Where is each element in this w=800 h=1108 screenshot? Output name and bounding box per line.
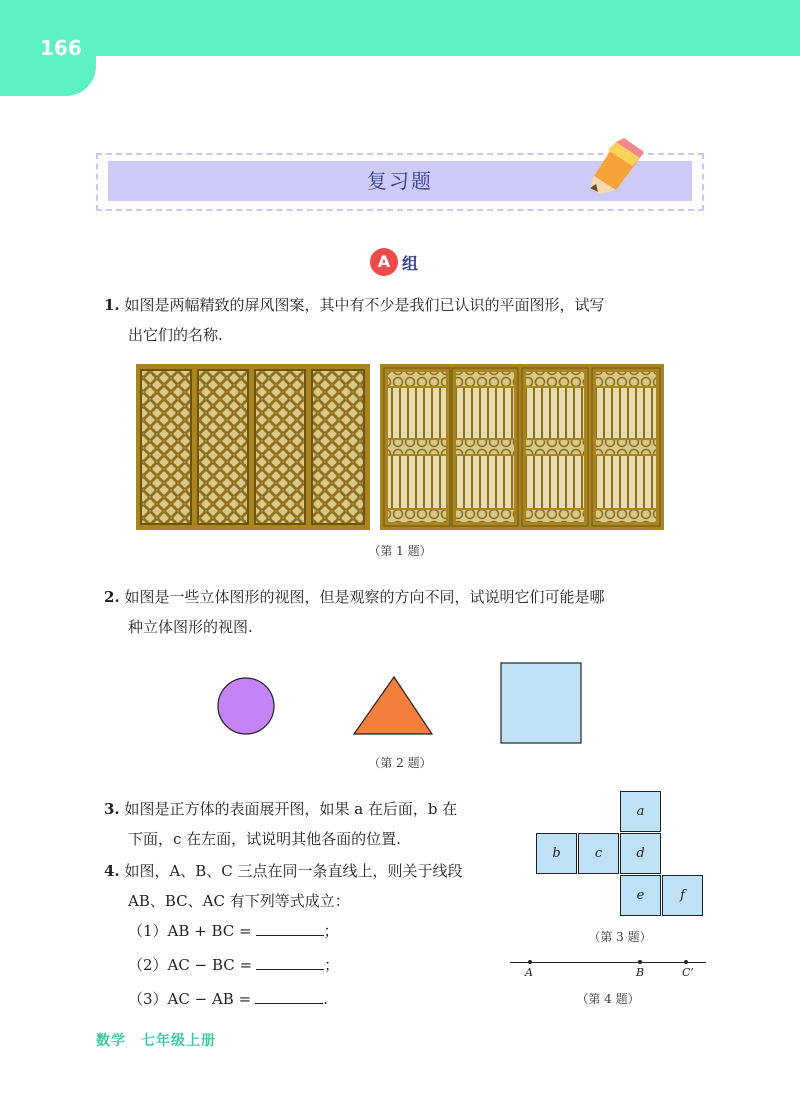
question-text-line: 如图是正方体的表面展开图，如果 a 在后面，b 在 <box>124 800 458 818</box>
answer-blank[interactable] <box>256 955 324 970</box>
figure-caption-2: （第 2 题） <box>368 756 432 770</box>
equation-3 <box>104 984 524 1014</box>
net-cell-e: e <box>620 875 661 916</box>
answer-blank[interactable] <box>255 989 323 1004</box>
figure-caption-3: （第 3 题） <box>588 930 652 944</box>
equation-end: . <box>323 990 328 1008</box>
square-view <box>501 663 581 743</box>
question-1 <box>104 290 704 350</box>
book-footer: 数学 七年级上册 <box>96 1033 216 1049</box>
net-cell-f: f <box>662 875 703 916</box>
answer-blank[interactable] <box>256 921 324 936</box>
question-number: 2. <box>104 588 120 606</box>
question-number: 4. <box>104 862 120 880</box>
triangle-view <box>354 677 432 734</box>
line-segment <box>510 962 706 963</box>
equation-end: ； <box>324 956 340 974</box>
equation-label: （1）AB + BC = <box>128 922 252 940</box>
group-badge: A <box>370 248 398 276</box>
equation-end: ； <box>323 922 339 940</box>
equation-1 <box>104 916 524 946</box>
views-figure <box>210 660 590 748</box>
point-c-label: C’ <box>682 966 694 979</box>
equation-label: （3）AC − AB = <box>128 990 252 1008</box>
equation-label: （2）AC − BC = <box>128 956 253 974</box>
point-b-label: B <box>636 966 645 979</box>
group-heading <box>370 248 418 276</box>
net-cell-b: b <box>536 833 577 874</box>
point-a-dot <box>528 960 532 964</box>
net-cell-d: d <box>620 833 661 874</box>
cube-net-figure <box>536 791 706 919</box>
question-number: 3. <box>104 800 120 818</box>
question-3 <box>104 794 524 854</box>
question-4 <box>104 856 524 1014</box>
question-text-line: 如图是两幅精致的屏风图案，其中有不少是我们已认识的平面图形，试写 <box>124 296 605 314</box>
question-number: 1. <box>104 296 120 314</box>
question-text-line: AB、BC、AC 有下列等式成立： <box>128 892 350 910</box>
pencil-icon <box>586 136 648 198</box>
question-text-line: 如图，A、B、C 三点在同一条直线上，则关于线段 <box>124 862 463 880</box>
point-a-label: A <box>525 966 533 979</box>
screen-right-image <box>380 364 664 530</box>
question-text-line: 种立体图形的视图. <box>128 618 253 636</box>
equation-2 <box>104 950 524 980</box>
question-text-line: 如图是一些立体图形的视图，但是观察的方向不同，试说明它们可能是哪 <box>124 588 605 606</box>
section-title: 复习题 <box>367 169 433 193</box>
net-cell-a: a <box>620 791 661 832</box>
question-text-line: 出它们的名称. <box>128 326 223 344</box>
figure-caption-4: （第 4 题） <box>576 992 640 1006</box>
point-c-dot <box>684 960 688 964</box>
figure-caption-1: （第 1 题） <box>368 544 432 558</box>
circle-view <box>218 678 274 734</box>
group-label: 组 <box>402 253 419 273</box>
net-cell-c: c <box>578 833 619 874</box>
page-number: 166 <box>40 36 82 60</box>
point-b-dot <box>638 960 642 964</box>
header-bar <box>0 0 800 56</box>
question-text-line: 下面，c 在左面，试说明其他各面的位置. <box>128 830 401 848</box>
question-2 <box>104 582 704 642</box>
screen-left-image <box>136 364 370 530</box>
